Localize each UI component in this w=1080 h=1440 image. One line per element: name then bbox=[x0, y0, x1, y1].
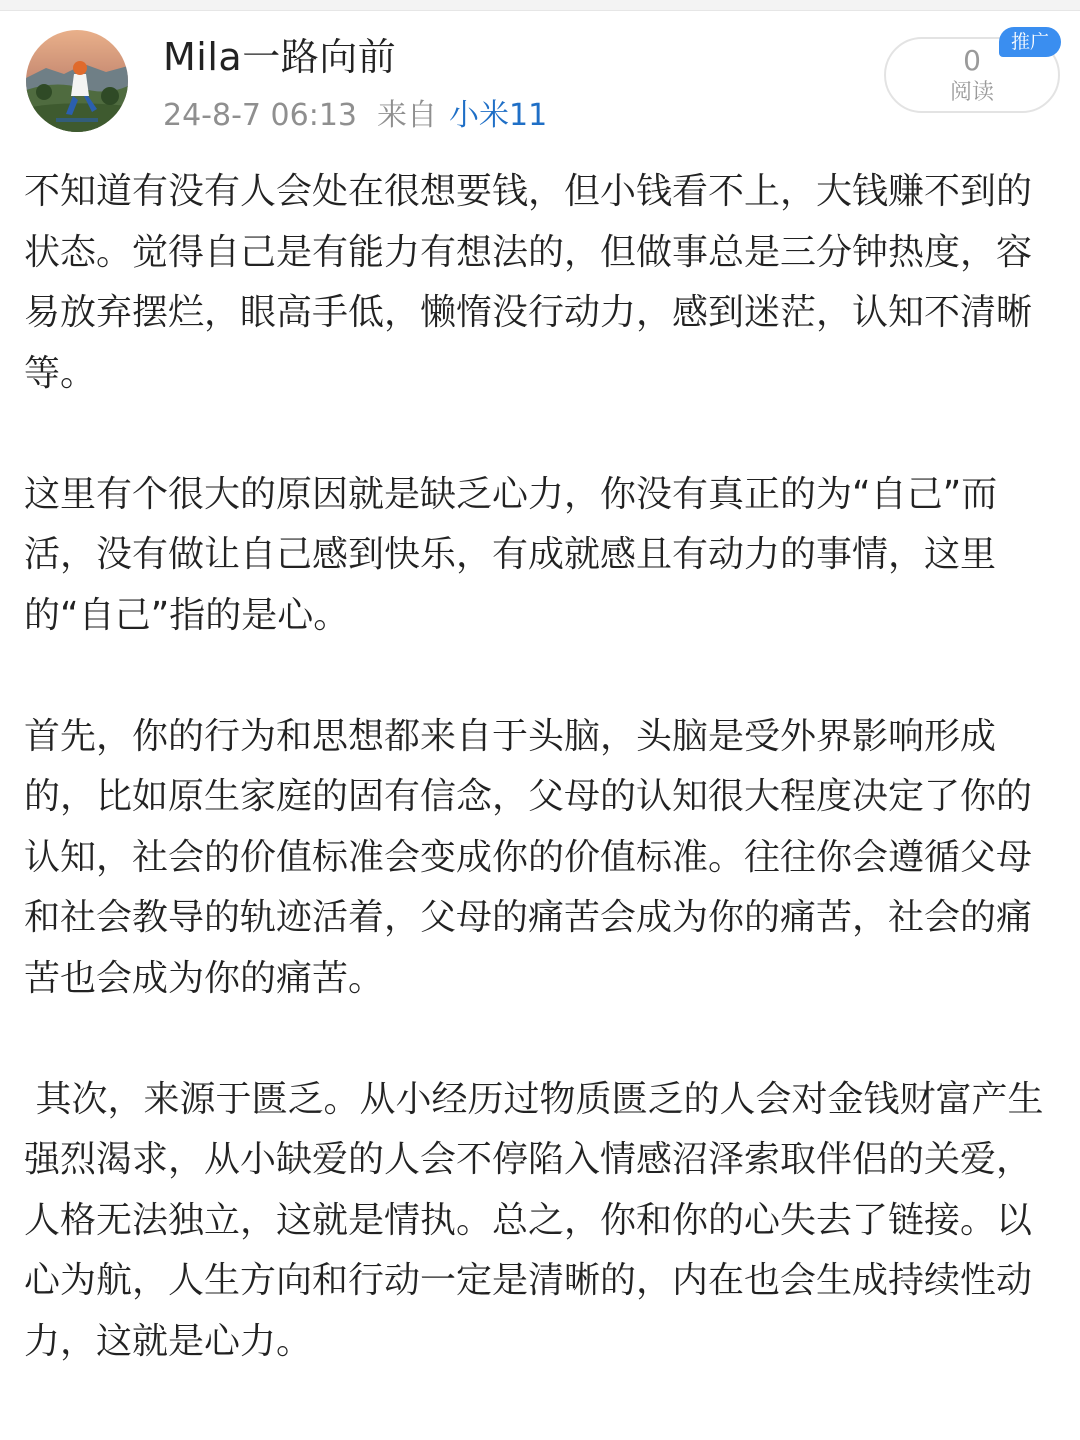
avatar[interactable] bbox=[26, 30, 128, 132]
post-timestamp: 24-8-7 06:13 bbox=[163, 98, 357, 133]
paragraph: 首先，你的行为和思想都来自于头脑，头脑是受外界影响形成的，比如原生家庭的固有信念，父母的认知很大程度决定了你的认知，社会的价值标准会变成你的价值标准。往往你会遵循父母和社会教导的轨迹活着，父母的痛苦会成为你的痛苦，社会的痛苦也会成为你的痛苦。 bbox=[24, 715, 1033, 999]
top-divider bbox=[0, 0, 1080, 11]
read-label: 阅读 bbox=[949, 80, 994, 105]
source-label: 来自 bbox=[377, 98, 437, 133]
author-name[interactable]: Mila一路向前 bbox=[163, 35, 397, 79]
avatar-image bbox=[26, 30, 128, 132]
promo-badge[interactable]: 推广 bbox=[999, 27, 1061, 57]
read-count: 0 bbox=[963, 44, 981, 77]
paragraph: 这里有个很大的原因就是缺乏心力，你没有真正的为“自己”而活，没有做让自己感到快乐，有成就感且有动力的事情，这里的“自己”指的是心。 bbox=[24, 473, 998, 636]
post-content bbox=[24, 162, 1054, 1433]
post-meta bbox=[163, 96, 547, 136]
paragraph: 其次，来源于匮乏。从小经历过物质匮乏的人会对金钱财富产生强烈渴求，从小缺爱的人会不停陷入情感沼泽索取伴侣的关爱，人格无法独立，这就是情执。总之，你和你的心失去了链接。以心为航，人生方向和行动一定是清晰的，内在也会生成持续性动力，这就是心力。 bbox=[24, 1078, 1044, 1362]
paragraph: 不知道有没有人会处在很想要钱，但小钱看不上，大钱赚不到的状态。觉得自己是有能力有想法的，但做事总是三分钟热度，容易放弃摆烂，眼高手低，懒惰没行动力，感到迷茫，认知不清晰等。 bbox=[24, 171, 1033, 394]
source-device-link[interactable]: 小米11 bbox=[449, 98, 548, 133]
